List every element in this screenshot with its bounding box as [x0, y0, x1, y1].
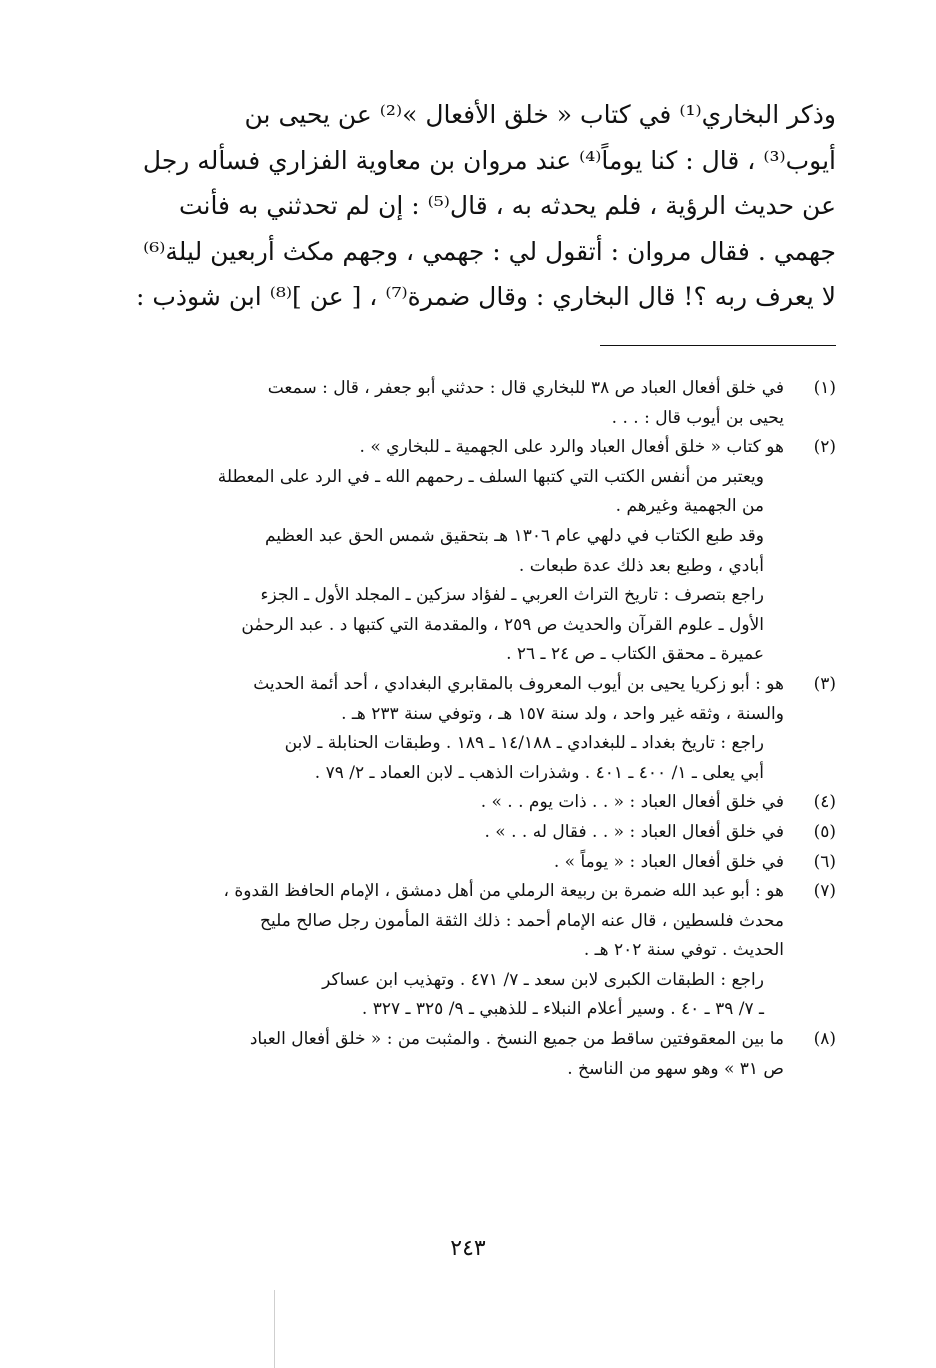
footnote-body	[106, 433, 784, 670]
footnote-line: والسنة ، وثقه غير واحد ، ولد سنة ١٥٧ هـ ، وتوفي سنة ٢٣٣ هـ .	[341, 703, 784, 724]
footnote-number: (٥)	[813, 821, 836, 842]
footnote-line: وقد طبع الكتاب في دلهي عام ١٣٠٦ هـ بتحقيق شمس الحق عبد العظيم	[264, 525, 764, 546]
footnote-number: (٤)	[813, 792, 836, 813]
footnote-body	[106, 788, 784, 818]
footnote-line: راجع : تاريخ بغداد ـ للبغدادي ـ ١٤/١٨٨ ـ ١٨٩ . وطبقات الحنابلة ـ لابن	[284, 733, 764, 754]
main-text	[100, 92, 836, 320]
main-text-line: لا يعرف ربه ؟! قال البخاري : وقال ضمرة⁽⁷⁾ ، [ عن ]⁽⁸⁾ ابن شوذب :	[135, 282, 836, 311]
footnote-body	[106, 818, 784, 848]
footnote-line: راجع بتصرف : تاريخ التراث العربي ـ لفؤاد سزكين ـ المجلد الأول ـ الجزء	[260, 585, 764, 606]
footnote-line: محدث فلسطين ، قال عنه الإمام أحمد : ذلك الثقة المأمون رجل صالح مليح	[260, 910, 784, 931]
footnote	[106, 788, 836, 818]
footnote-line: في خلق أفعال العباد : « . . فقال له . . » .	[484, 821, 784, 842]
footnote-paragraph	[106, 848, 784, 878]
footnote-paragraph	[106, 729, 784, 788]
footnote-line: ويعتبر من أنفس الكتب التي كتبها السلف ـ رحمهم الله ـ في الرد على المعطلة	[217, 466, 764, 487]
main-text-line: عن حديث الرؤية ، فلم يحدثه به ، قال⁽⁵⁾ : إن لم تحدثني به فأنت	[178, 191, 836, 220]
footnote-number: (١)	[813, 378, 836, 398]
main-text-line: أيوب⁽³⁾ ، قال : كنا يوماً⁽⁴⁾ عند مروان بن معاوية الفزاري فسأله رجل	[142, 145, 836, 175]
footnote-paragraph	[106, 374, 784, 433]
footnote-line: ص ٣١ » وهو سهو من الناسخ .	[567, 1058, 784, 1079]
footnote	[106, 848, 836, 878]
footnote-line: من الجهمية وغيرهم .	[615, 496, 764, 517]
main-text-line: وذكر البخاري⁽¹⁾ في كتاب « خلق الأفعال »⁽²⁾ عن يحيى بن	[244, 100, 836, 129]
footnote	[106, 374, 836, 433]
footnote-body	[106, 374, 784, 433]
footnote-line: في خلق أفعال العباد ص ٣٨ للبخاري قال : حدثني أبو جعفر ، قال : سمعت	[267, 378, 784, 398]
footnote-paragraph	[106, 433, 784, 463]
footnote-number: (٨)	[813, 1029, 836, 1050]
footnote-body	[106, 670, 784, 788]
footnote-body	[106, 1025, 784, 1084]
footnote-number: (٣)	[813, 673, 836, 694]
footnote-line: في خلق أفعال العباد : « يوماً » .	[553, 851, 784, 872]
footnote-paragraph	[106, 581, 784, 670]
main-text-line: جهمي . فقال مروان : أتقول لي : جهمي ، وجهم مكث أربعين ليلة⁽⁶⁾	[143, 236, 836, 266]
page-number: ٢٤٣	[450, 1236, 486, 1261]
footnote-line: الحديث . توفي سنة ٢٠٢ هـ .	[583, 940, 784, 961]
footnote-line: عميرة ـ محقق الكتاب ـ ص ٢٤ ـ ٢٦ .	[506, 644, 764, 665]
footnote-number: (٢)	[813, 437, 836, 458]
footnote	[106, 1025, 836, 1084]
footnote-body	[106, 848, 784, 878]
footnote-paragraph	[106, 966, 784, 1025]
footnote-paragraph	[106, 522, 784, 581]
footnote-line: راجع : الطبقات الكبرى لابن سعد ـ ٧/ ٤٧١ . وتهذيب ابن عساكر	[322, 969, 764, 990]
footnote-body	[106, 877, 784, 1025]
footnote-line: أبادي ، وطبع بعد ذلك عدة طبعات .	[518, 555, 764, 576]
footnote	[106, 877, 836, 1025]
footnotes	[106, 374, 836, 1084]
footnote-paragraph	[106, 1025, 784, 1084]
footnote-divider	[600, 345, 836, 346]
footnote-line: هو كتاب « خلق أفعال العباد والرد على الجهمية ـ للبخاري » .	[359, 437, 784, 458]
footnote-line: ـ ٧/ ٣٩ ـ ٤٠ . وسير أعلام النبلاء ـ للذهبي ـ ٩/ ٣٢٥ ـ ٣٢٧ .	[361, 999, 764, 1020]
footnote-line: هو : أبو عبد الله ضمرة بن ربيعة الرملي من أهل دمشق ، الإمام الحافظ القدوة ،	[223, 881, 784, 902]
footnote	[106, 818, 836, 848]
footnote-paragraph	[106, 788, 784, 818]
footnote-line: ما بين المعقوفتين ساقط من جميع النسخ . والمثبت من : « خلق أفعال العباد	[249, 1029, 784, 1050]
footnote-number: (٧)	[813, 881, 836, 902]
footnote	[106, 670, 836, 788]
footnote-paragraph	[106, 877, 784, 966]
footnote-line: في خلق أفعال العباد : « . . ذات يوم . . » .	[480, 792, 784, 813]
footnote-number: (٦)	[813, 851, 836, 872]
footnote-line: يحيى بن أيوب قال : . . .	[611, 407, 784, 428]
footnote	[106, 433, 836, 670]
footnote-line: أبي يعلى ـ ١/ ٤٠٠ ـ ٤٠١ . وشذرات الذهب ـ لابن العماد ـ ٢/ ٧٩ .	[314, 762, 764, 783]
footnote-paragraph	[106, 818, 784, 848]
footnote-line: الأول ـ علوم القرآن والحديث ص ٢٥٩ ، والمقدمة التي كتبها د . عبد الرحمٰن	[241, 614, 764, 635]
scan-gutter-line	[274, 1290, 275, 1368]
footnote-paragraph	[106, 670, 784, 729]
footnote-line: هو : أبو زكريا يحيى بن أيوب المعروف بالمقابري البغدادي ، أحد أئمة الحديث	[253, 673, 784, 694]
footnote-paragraph	[106, 463, 784, 522]
